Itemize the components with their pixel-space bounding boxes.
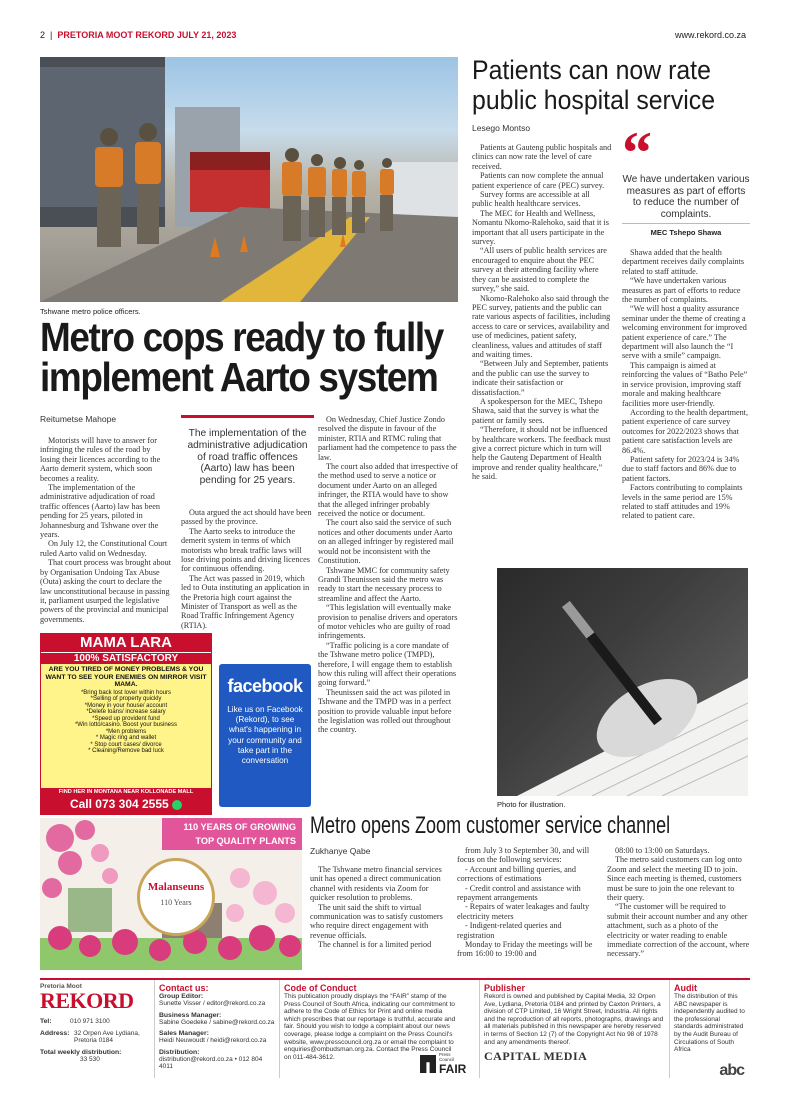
metro-col1 <box>40 436 172 624</box>
paragraph: The metro said customers can log onto Zoom and select the meeting ID to join. Since each meeting is themed, customers must be sure to join the one relevant to their query. <box>607 855 742 903</box>
zoom-byline: Zukhanye Qabe <box>310 846 371 856</box>
paragraph: A spokesperson for the MEC, Tshepo Shawa, said that the survey is what the patient or family sees. <box>472 396 603 425</box>
paragraph: Patients can now complete the annual patient experience of care (PEC) survey. <box>472 171 605 190</box>
service-item: * Stop court cases/ divorce <box>90 741 162 748</box>
facebook-logo: facebook <box>227 676 303 696</box>
paragraph: from July 3 to September 30, and will focus on the following services: <box>457 846 590 865</box>
paragraph: On Wednesday, Chief Justice Zondo resolved the dispute in favour of the minister, RTIA and RTMC ruling that parliament had the competence to pass the law. <box>318 415 457 462</box>
contact-role: Business Manager: <box>159 1011 222 1019</box>
patients-headline-line2: public hospital service <box>472 85 716 115</box>
mama-call <box>41 797 211 811</box>
paragraph: Monday to Friday the meetings will be from 16:00 to 19:00 and <box>457 940 593 959</box>
paragraph: “Between July and September, patients and the public can use the survey to indicate their satisfaction or dissatisfaction.” <box>472 359 609 397</box>
patients-quote-box <box>622 120 750 237</box>
contact-value[interactable]: Sunette Visser / editor@rekord.co.za <box>159 1000 266 1007</box>
paragraph: The Act was passed in 2019, which led to Outa instituting an application in the Pretoria high court against the Minister of Transport as well as the Road Traffic Infringement Agency (RTIA). <box>181 573 310 630</box>
footer-brand-block <box>40 980 155 1078</box>
paragraph: “Therefore, it should not be influenced by healthcare workers. The feedback must give a correct picture which in turn will help the Gauteng Department of Health improve and render quality healthcare,” he said. <box>472 425 611 482</box>
paragraph: On July 12, the Constitutional Court ruled Aarto valid on Wednesday. <box>40 539 168 558</box>
malanseuns-banner: 110 YEARS OF GROWING TOP QUALITY PLANTS <box>162 818 302 850</box>
patients-quote-attribution: MEC Tshepo Shawa <box>650 228 722 237</box>
paragraph: - Credit control and assistance with repayment arrangements <box>457 883 581 903</box>
facebook-ad[interactable] <box>219 664 311 807</box>
footer-code-block <box>280 980 480 1078</box>
metro-col3 <box>318 415 459 735</box>
paragraph: The unit said the shift to virtual communication was to satisfy customers who require direct engagement with revenue officials. <box>310 902 443 940</box>
distribution-label: Total weekly distribution: <box>40 1048 122 1056</box>
contact-value[interactable]: Sabine Goedeke / sabine@rekord.co.za <box>159 1018 275 1026</box>
mama-phone: Call 073 304 2555 <box>69 797 169 811</box>
metro-pull-quote-box <box>181 415 314 500</box>
footer-publisher-block <box>480 980 670 1078</box>
paragraph: The Tshwane metro financial services unit has opened a direct communication channel with residents via Zoom for quicker resolution to problems. <box>310 865 442 903</box>
paragraph: Motorists will have to answer for infringing the rules of the road by losing their licences according to the Aarto demerit system, which soon becomes a reality. <box>40 436 161 483</box>
whatsapp-icon <box>172 800 182 810</box>
patients-col2 <box>622 248 750 521</box>
metro-photo <box>40 57 458 302</box>
patients-byline: Lesego Montso <box>472 123 531 133</box>
contact-role: Sales Manager: <box>159 1030 209 1038</box>
publisher-title: Publisher <box>484 983 526 993</box>
section-title: PRETORIA MOOT REKORD JULY 21, 2023 <box>57 30 237 40</box>
site-url: www.rekord.co.za <box>674 30 746 40</box>
paragraph: “We will host a quality assurance seminar under the theme of creating a welcoming environment for improved patient experience of care.” The department will also launch the “I serve with a smile” campaign. <box>622 304 747 361</box>
paragraph: “We have undertaken various measures as part of efforts to reduce the number of complaints. <box>622 276 741 305</box>
service-item: *Win lotto/casino. Boost your business <box>74 722 178 729</box>
malanseuns-brand: Malanseuns <box>147 881 205 893</box>
code-title: Code of Conduct <box>284 983 357 993</box>
rekord-logo: REKORD <box>40 988 134 1013</box>
abc-logo: abc <box>719 1062 744 1079</box>
address-value: 32 Orpen Ave Lydiana, Pretoria 0184 <box>74 1029 140 1045</box>
contact-role: Distribution: <box>159 1048 200 1056</box>
fair-small: Press Council <box>439 1052 455 1062</box>
paragraph: 08:00 to 13:00 on Saturdays. <box>615 846 710 855</box>
survey-photo <box>497 568 748 796</box>
contact-value[interactable]: Heidi Neuwoudt / heidi@rekord.co.za <box>159 1037 267 1045</box>
audit-text: The distribution of this ABC newspaper is independently audited to the professional standards administrated by the Audit Bureau of Circulations of South Africa <box>674 993 745 1054</box>
metro-photo-caption: Tshwane metro police officers. <box>40 307 141 316</box>
patients-headline-line1: Patients can now rate <box>472 55 711 85</box>
audit-title: Audit <box>674 983 697 993</box>
zoom-col1 <box>310 865 450 950</box>
footer <box>40 978 750 1078</box>
metro-col2 <box>181 508 314 630</box>
paragraph: Outa argued the act should have been passed by the province. <box>181 508 312 527</box>
paragraph: “Traffic policing is a core mandate of the Tshwane metro police (TMPD), therefore, I will engage them to establish how this ruling will affect their operations going forward.” <box>318 640 457 688</box>
paragraph: Patients at Gauteng public hospitals and clinics can now rate the level of care received. <box>472 143 612 171</box>
paragraph: The MEC for Health and Wellness, Nomantu Nkomo-Ralehoko, said that it is important that all users participate in the survey. <box>472 208 609 247</box>
code-text: This publication proudly displays the “FAIR” stamp of the Press Council of South Africa, indicating our commitment to adhere to the Code of Ethics for Print and online media which prescribes that our reportage is truthful, accurate and fair. Should you wish to lodge a complaint about our news coverage, please lodge a complaint on the Press Council's website, www.presscouncil.org.za or email the complaint to enquiries@ombudsman.org.za. Contact the Press Council on 011-484-3612. <box>284 993 456 1061</box>
metro-headline-line1: Metro cops ready to fully <box>40 314 443 360</box>
paragraph: The Aarto seeks to introduce the demerit system in terms of which motorists who break traffic laws will lose driving points and driving licences for continuous offending. <box>181 526 310 574</box>
metro-byline: Reitumetse Mahope <box>40 414 117 424</box>
paragraph: Factors contributing to complaints levels in the same period are 15% related to staff attitudes and 19% related to patient care. <box>622 483 743 521</box>
metro-headline <box>40 314 465 400</box>
service-item: *Bring back lost lover within hours <box>80 689 172 696</box>
mama-lara-ad <box>40 633 212 815</box>
paragraph: That court process was brought about by Organisation Undoing Tax Abuse (Outa) asking the court to declare the law unconstitutional because in passing it, parliament usurped the legislative powers of the provincial and municipal governments. <box>40 558 172 624</box>
service-item: *Selling of property quickly <box>90 696 162 703</box>
paragraph: This campaign is aimed at reinforcing the values of “Batho Pele” in service provision, improving staff morale and making healthcare facilities more user-friendly. <box>622 360 748 408</box>
paragraph: The court also added that irrespective of the method used to serve a notice or document under Aarto on an alleged infringer, the RTIA would have to show that the alleged infringer probably received the notice or document. <box>318 462 458 519</box>
paragraph: According to the health department, patient experience of care survey outcomes for 2022/2023 shows that patient care satisfaction levels are 86.4%. <box>622 407 748 455</box>
paragraph: “All users of public health services are encouraged to enquire about the PEC survey at their attending facility where they can be assisted to complete the survey,” she said. <box>472 246 607 294</box>
paragraph: - Account and billing queries, and corrections of estimations <box>457 864 576 884</box>
paragraph: - Repairs of water leakages and faulty electricity meters <box>457 902 590 921</box>
fair-icon <box>420 1055 436 1073</box>
paragraph: Theunissen said the act was piloted in Tshwane and the TMPD was in a perfect position to provide valuable input before the legislation was rolled out throughout the country. <box>318 687 452 735</box>
facebook-text: Like us on Facebook (Rekord), to see what's happening in your community and take part in the conversation <box>227 705 303 766</box>
tel-value: 010 971 3100 <box>70 1018 110 1025</box>
patients-headline <box>472 55 752 115</box>
page-header: 2 | PRETORIA MOOT REKORD JULY 21, 2023 www.rekord.co.za <box>40 30 746 40</box>
mama-subtitle: 100% SATISFACTORY <box>41 652 211 664</box>
mama-services <box>41 689 211 755</box>
paragraph: Tshwane MMC for community safety Grandi Theunissen said the metro was ready to start the necessary process to streamline and affect the Aarto. <box>318 565 450 603</box>
footer-audit-block <box>670 980 750 1078</box>
mama-contact-bar <box>41 788 211 814</box>
contact-title: Contact us: <box>159 983 209 993</box>
address-label: Address: <box>40 1029 70 1037</box>
paragraph: Patient safety for 2023/24 is 34% due to staff factors and 86% due to patient factors. <box>622 454 740 483</box>
paragraph: “This legislation will eventually make provision to penalise drivers and operators of motor vehicles who are guilty of road infringements. <box>318 603 458 641</box>
patients-col1 <box>472 143 612 482</box>
capital-media-logo: CAPITAL MEDIA <box>484 1049 588 1064</box>
paragraph: Nkomo-Ralehoko also said through the PEC survey, patients and the public can rate various aspects of facilities, including access to care or services, availability and use of medicines, patient safety, cleanliness, values and attitudes of staff and waiting times. <box>472 293 611 359</box>
paragraph: Survey forms are accessible at all public health healthcare services. <box>472 190 590 209</box>
service-item: * Magic ring and wallet <box>95 735 157 742</box>
malanseuns-ad <box>40 818 302 970</box>
publisher-text: Rekord is owned and published by Capital Media, 32 Orpen Ave, Lydiana, Pretoria 0184 and printed by Caxton Printers, a division of CTP Limited, 16 Wright Street, Industria. All rights and the reproduction of all reports, photographs, drawings and all materials published in this newspaper are hereby reserved in terms of Section 12 (7) of the Copyright Act No 98 of 1978 and any amendments thereof. <box>484 993 664 1046</box>
paragraph: Shawa added that the health department receives daily complaints related to staff attitude. <box>622 248 745 276</box>
paragraph: - Indigent-related queries and registration <box>457 921 562 940</box>
malanseuns-badge <box>137 858 215 936</box>
quote-mark-icon: “ <box>622 120 652 186</box>
paragraph: The court also said the service of such notices and other documents under Aarto on an alleged infringer by registered mail would not be inconsistent with the Constitution. <box>318 518 454 566</box>
zoom-col2 <box>457 846 595 959</box>
patients-quote: We have undertaken various measures as part of efforts to reduce the number of complaints. <box>622 174 750 224</box>
fair-stamp <box>420 1052 466 1076</box>
mama-pitch: ARE YOU TIRED OF MONEY PROBLEMS & YOU WANT TO SEE YOUR ENEMIES ON MIRROR VISIT MAMA. <box>45 666 207 689</box>
service-item: *Speed up provident fund <box>92 715 160 722</box>
traffic-stop-illustration <box>40 57 458 302</box>
service-item: * Cleaning/Remove bad luck <box>88 748 164 755</box>
fair-text: FAIR <box>439 1062 467 1076</box>
distribution-value: 33 530 <box>80 1055 100 1063</box>
zoom-col3 <box>607 846 750 959</box>
tel-label: Tel: <box>40 1018 52 1025</box>
survey-photo-caption: Photo for illustration. <box>497 800 566 809</box>
malanseuns-years: 110 Years <box>160 898 192 907</box>
zoom-headline: Metro opens Zoom customer service channel <box>310 812 671 839</box>
hand-writing-illustration <box>497 568 748 796</box>
service-item: *Delete loans/ increase salary <box>86 709 166 716</box>
mama-title: MAMA LARA <box>41 634 211 652</box>
service-item: *Money in your house/ account <box>84 702 168 709</box>
paragraph: The channel is for a limited period <box>318 940 432 950</box>
contact-role: Group Editor: <box>159 993 204 1000</box>
service-item: *Men problems <box>105 728 147 735</box>
brand-top: Pretoria Moot <box>40 983 82 990</box>
footer-contact-block <box>155 980 280 1078</box>
contact-value[interactable]: distribution@rekord.co.za • 012 804 4011 <box>159 1055 263 1071</box>
paragraph: The implementation of the administrative adjudication of road traffic offences (Aarto) law has been pending for 25 years, piloted in Johannesburg and Tshwane over the years. <box>40 483 160 540</box>
paragraph: “The customer will be required to submit their account number and any other attachment, such as a photo of the electricity or water reading to enable immediate correction of the account, where necessary.” <box>607 902 750 959</box>
metro-headline-line2: implement Aarto system <box>40 354 438 400</box>
metro-pull-quote: The implementation of the administrative adjudication of road traffic offences (Aarto) law has been pending for 25 years. <box>187 428 308 487</box>
page-number: 2 <box>40 30 46 40</box>
mama-find: FIND HER IN MONTANA NEAR KOLLONADE MALL <box>58 789 194 795</box>
